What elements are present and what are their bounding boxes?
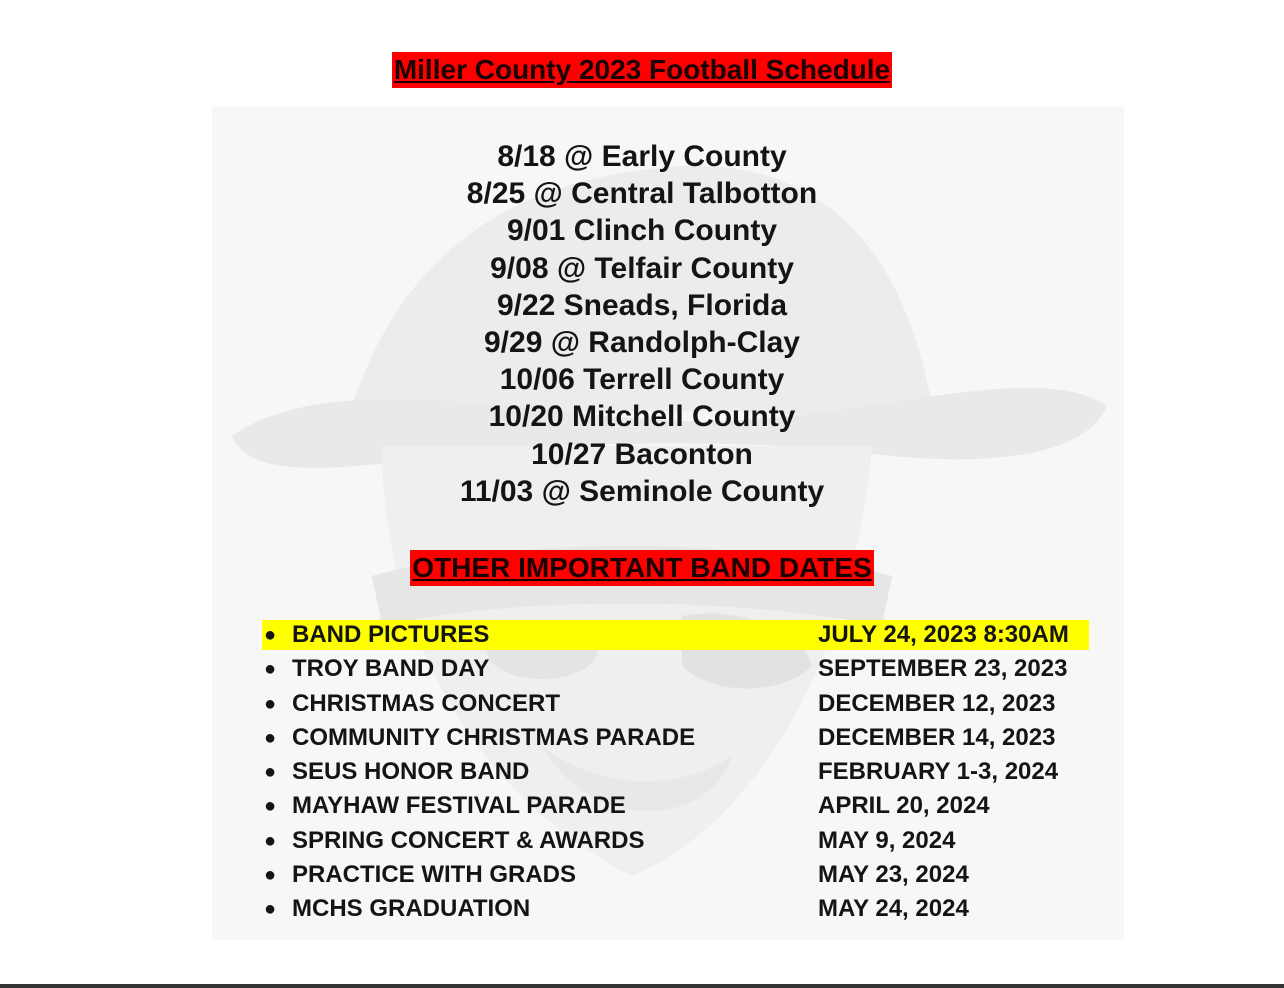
football-schedule-list (0, 138, 1284, 510)
band-dates-heading: OTHER IMPORTANT BAND DATES (410, 550, 873, 586)
bullet-icon: ● (263, 829, 277, 852)
bullet-icon: ● (263, 761, 277, 783)
band-date-row (262, 791, 1092, 825)
band-event: CHRISTMAS CONCERT (292, 689, 560, 717)
band-date-row (262, 894, 1092, 928)
bullet-icon: ● (263, 795, 277, 818)
game-item: 9/29 @ Randolph-Clay (484, 326, 800, 360)
band-date: APRIL 20, 2024 (818, 792, 990, 820)
bullet-icon: ● (263, 898, 277, 920)
band-event: PRACTICE WITH GRADS (292, 860, 576, 888)
game-item: 10/20 Mitchell County (488, 400, 796, 434)
game-item: 8/18 @ Early County (497, 140, 787, 173)
band-heading-wrap (0, 550, 1284, 586)
band-date: MAY 23, 2024 (818, 860, 969, 888)
band-date: DECEMBER 12, 2023 (818, 689, 1056, 717)
bullet-icon: ● (263, 624, 277, 646)
band-date-row (262, 723, 1092, 757)
band-date-row (262, 757, 1092, 791)
game-item: 9/01 Clinch County (506, 214, 778, 248)
band-date-row (262, 654, 1092, 688)
band-date: DECEMBER 14, 2023 (818, 723, 1056, 751)
bullet-icon: ● (263, 863, 277, 886)
game-item: 9/22 Sneads, Florida (496, 288, 788, 322)
schedule-title: Miller County 2023 Football Schedule (392, 52, 892, 88)
bullet-icon: ● (263, 658, 277, 681)
page-bottom-border (0, 984, 1284, 988)
band-date-row (262, 860, 1092, 894)
game-item: 10/06 Terrell County (499, 363, 785, 397)
band-dates-list (262, 620, 1092, 928)
band-event: BAND PICTURES (292, 621, 490, 648)
band-date: FEBRUARY 1-3, 2024 (818, 758, 1059, 785)
band-date-row (262, 826, 1092, 860)
bullet-icon: ● (263, 726, 277, 749)
band-date-row (262, 620, 1092, 654)
game-item: 8/25 @ Central Talbotton (466, 177, 818, 211)
band-date-row (262, 689, 1092, 723)
bullet-icon: ● (263, 692, 277, 715)
band-event: MAYHAW FESTIVAL PARADE (292, 792, 626, 820)
band-date: MAY 24, 2024 (818, 895, 969, 922)
game-item: 10/27 Baconton (531, 437, 753, 471)
game-item: 11/03 @ Seminole County (459, 474, 825, 508)
band-event: MCHS GRADUATION (292, 895, 531, 922)
band-date: MAY 9, 2024 (818, 826, 956, 854)
game-item: 9/08 @ Telfair County (490, 251, 794, 285)
band-event: COMMUNITY CHRISTMAS PARADE (292, 723, 696, 751)
band-event: SPRING CONCERT & AWARDS (292, 826, 645, 854)
band-event: SEUS HONOR BAND (292, 758, 530, 785)
band-event: TROY BAND DAY (292, 655, 490, 683)
schedule-title-wrap (0, 52, 1284, 88)
band-date: SEPTEMBER 23, 2023 (818, 655, 1068, 683)
band-date: JULY 24, 2023 8:30AM (818, 621, 1069, 648)
